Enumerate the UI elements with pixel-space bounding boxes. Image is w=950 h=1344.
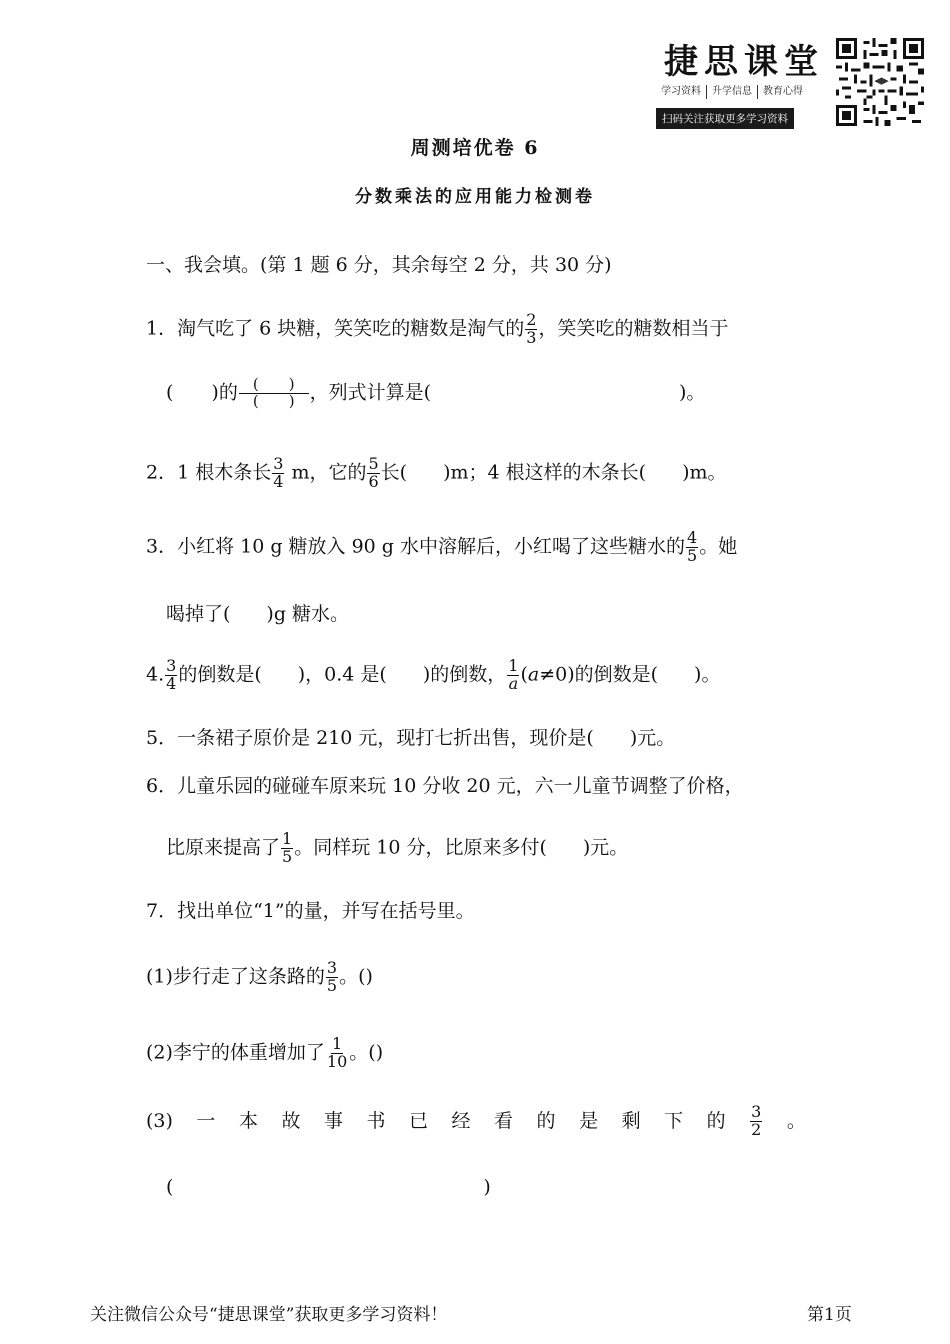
question-7-sub-3-answer: ( ) (166, 1176, 491, 1198)
question-4: 4. $\frac{3}{4}$ 的倒数是( )，0.4 是( )的倒数， $\frac{1}{a}$ (a≠0)的倒数是( )。 (146, 656, 721, 693)
question-3-line-1: 3．小红将 10 g 糖放入 90 g 水中溶解后，小红喝了这些糖水的 $\frac{4}{5}$ 。她 (146, 528, 738, 565)
question-6-line-1: 6．儿童乐园的碰碰车原来玩 10 分收 20 元，六一儿童节调整了价格， (146, 775, 744, 797)
question-1-line-1: 1．淘气吃了 6 块糖，笑笑吃的糖数是淘气的 $\frac{2}{3}$ ，笑笑吃的糖数相当于 (146, 310, 729, 347)
fraction: $\frac{3}{4}$ (273, 454, 284, 491)
fraction: $\frac{3}{5}$ (326, 958, 338, 995)
question-1-line-2: ( )的 $\frac{( )}{( )}$ ，列式计算是( )。 (166, 375, 706, 410)
page-subtitle: 分数乘法的应用能力检测卷 (355, 187, 595, 207)
brand-title: 捷思课堂 (664, 42, 824, 82)
fraction: $\frac{2}{3}$ (526, 310, 537, 347)
question-2: 2．1 根木条长 $\frac{3}{4}$ m，它的 $\frac{5}{6}$ 长( )m；4 根这样的木条长( )m。 (146, 454, 727, 491)
fraction: $\frac{4}{5}$ (687, 528, 698, 565)
question-3-line-2: 喝掉了( )g 糖水。 (166, 603, 350, 625)
question-7-heading: 7．找出单位“1”的量，并写在括号里。 (146, 900, 475, 922)
answer-blank[interactable]: 。() (339, 965, 373, 988)
brand-tag: 升学信息 (712, 86, 752, 97)
fraction: $\frac{3}{2}$ (751, 1102, 762, 1139)
question-7-sub-2: (2)李宁的体重增加了 $\frac{1}{10}$ 。() (146, 1034, 384, 1071)
qr-code-icon (836, 38, 924, 126)
fraction: $\frac{1}{5}$ (282, 829, 293, 866)
question-6-line-2: 比原来提高了 $\frac{1}{5}$ 。同样玩 10 分，比原来多付( )元。 (166, 829, 629, 866)
footer-note: 关注微信公众号“捷思课堂”获取更多学习资料！ (90, 1305, 448, 1325)
question-7-sub-1: (1)步行走了这条路的 $\frac{3}{5}$ 。() (146, 958, 373, 995)
fraction: $\frac{1}{a}$ (508, 656, 519, 693)
brand-tags (656, 82, 808, 99)
fraction: $\frac{1}{10}$ (326, 1034, 348, 1071)
fraction: $\frac{3}{4}$ (166, 656, 177, 693)
question-7-sub-3: (3) 一 本 故 事 书 已 经 看 的 是 剩 下 的 $\frac{3}{2}$ 。 (146, 1102, 806, 1139)
answer-blank[interactable]: 。() (349, 1041, 384, 1064)
page-number: 第1页 (807, 1305, 852, 1325)
brand-tag: 学习资料 (661, 86, 701, 97)
brand-bar: 扫码关注获取更多学习资料 (656, 108, 794, 129)
brand-tag: 教育心得 (763, 86, 803, 97)
fraction: $\frac{5}{6}$ (368, 454, 379, 491)
blank-fraction[interactable]: $\frac{( )}{( )}$ (239, 377, 309, 410)
question-5: 5．一条裙子原价是 210 元，现打七折出售，现价是( )元。 (146, 727, 676, 749)
page-title: 周测培优卷 6 (410, 137, 540, 159)
section-heading: 一、我会填。(第 1 题 6 分，其余每空 2 分，共 30 分) (146, 254, 612, 276)
